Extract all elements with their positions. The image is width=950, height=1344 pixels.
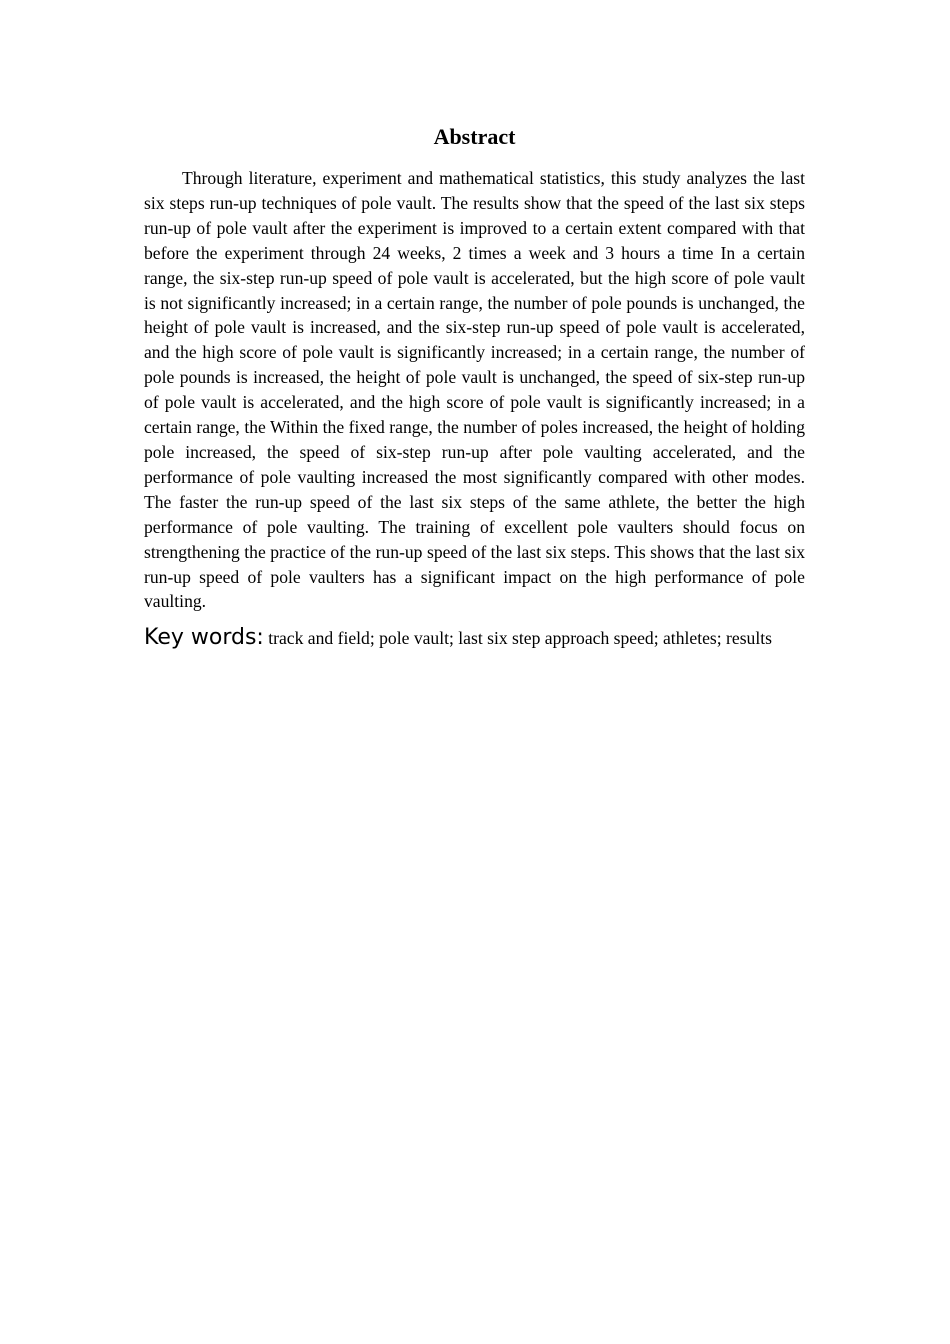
keywords-paragraph — [144, 620, 805, 656]
abstract-title: Abstract — [433, 124, 516, 149]
keywords-text: track and field; pole vault; last six step approach speed; athletes; results — [263, 628, 772, 649]
abstract-page — [144, 122, 805, 656]
keywords-label: Key words: — [144, 625, 264, 651]
abstract-body: Through literature, experiment and mathematical statistics, this study analyzes the last six steps run-up techniques of pole vault. The results show that the speed of the last six steps run-up of pole vault after the experiment is improved to a certain extent compared with that before the experiment through 24 weeks, 2 times a week and 3 hours a time In a certain range, the six-step run-up speed of pole vault is accelerated, but the high score of pole vault is not significantly increased; in a certain range, the number of pole pounds is unchanged, the height of pole vault is increased, and the six-step run-up speed of pole vault is accelerated, and the high score of pole vault is significantly increased; in a certain range, the number of pole pounds is increased, the height of pole vault is unchanged, the speed of six-step run-up of pole vault is accelerated, and the high score of pole vault is significantly increased; in a certain range, the Within the fixed range, the number of poles increased, the height of holding pole increased, the speed of six-step run-up after pole vaulting accelerated, and the performance of pole vaulting increased the most significantly compared with other modes. The faster the run-up speed of the last six steps of the same athlete, the better the high performance of pole vaulting. The training of excellent pole vaulters should focus on strengthening the practice of the run-up speed of the last six steps. This shows that the last six run-up speed of pole vaulters has a significant impact on the high performance of pole vaulting. — [144, 168, 805, 612]
